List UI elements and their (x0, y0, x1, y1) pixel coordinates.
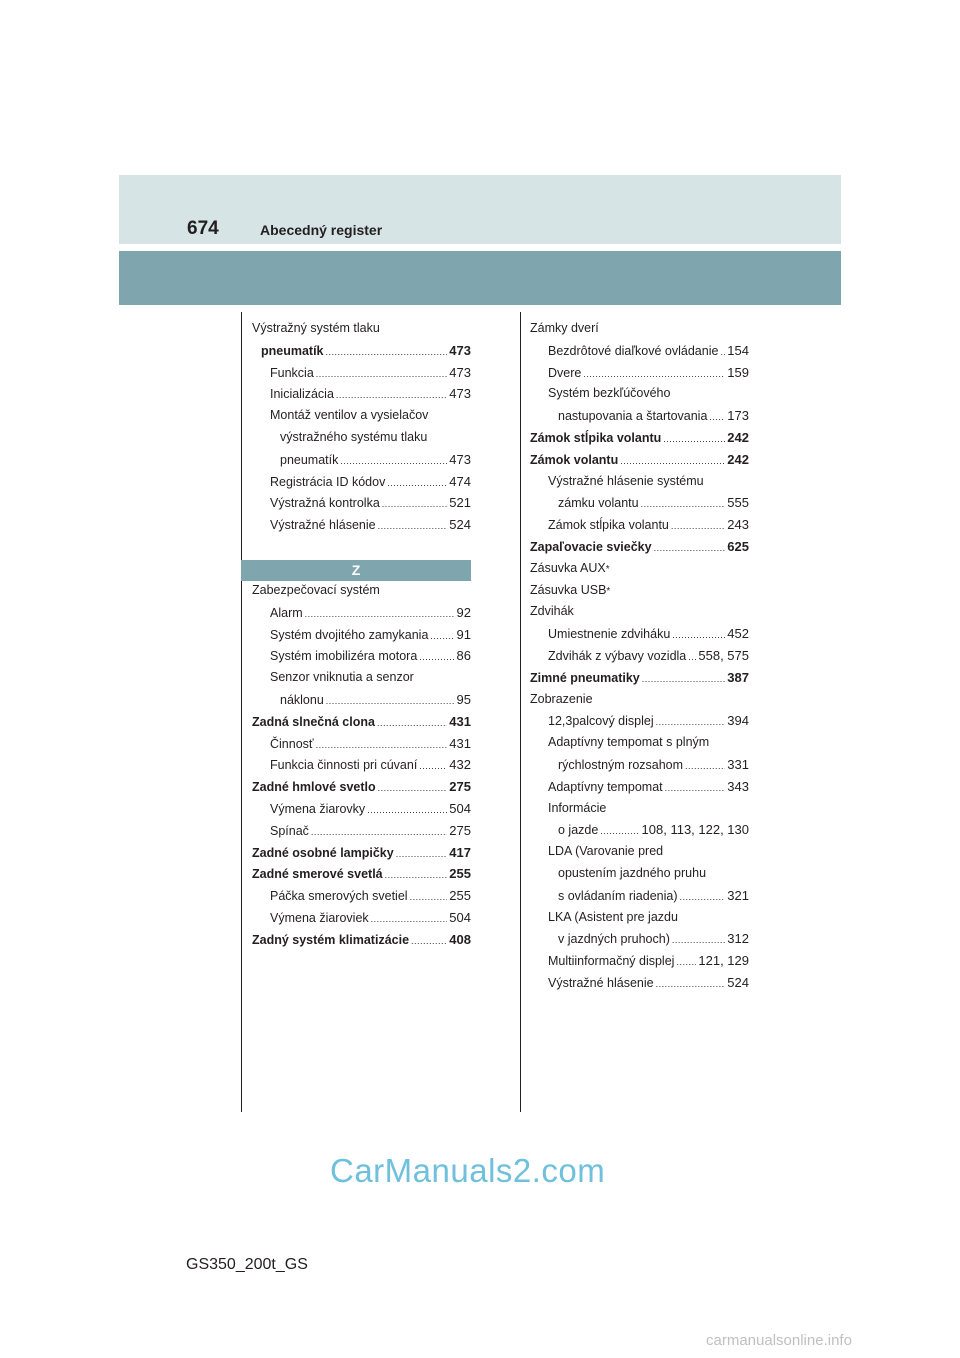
index-entry (530, 601, 749, 623)
dot-leader (642, 669, 726, 689)
dot-leader (709, 407, 725, 427)
dot-leader (377, 713, 447, 733)
index-entry (252, 885, 471, 907)
index-entry-label: náklonu (280, 692, 324, 707)
index-entry (252, 492, 471, 514)
index-entry-label: Zámok stĺpika volantu (548, 518, 669, 533)
index-entry: Zásuvka USB * (530, 580, 749, 602)
dot-leader (419, 756, 447, 776)
index-entry-label: Systém dvojitého zamykania (270, 627, 429, 642)
index-entry (530, 362, 749, 384)
index-entry-page: 394 (727, 713, 749, 729)
index-entry: Zásuvka AUX * (530, 558, 749, 580)
index-entry (530, 972, 749, 994)
header-bar (119, 251, 841, 305)
index-entry-label: Výstražné hlásenie systému (548, 473, 704, 488)
index-entry-page: 108, 113, 122, 130 (641, 822, 749, 838)
index-entry (530, 732, 749, 754)
dot-leader (680, 887, 726, 907)
index-entry-label: s ovládaním riadenia) (558, 888, 678, 903)
dot-leader (411, 931, 447, 951)
index-entry-label: pneumatík (280, 452, 339, 467)
index-entry-label: Zimné pneumatiky (530, 670, 640, 685)
index-entry (252, 514, 471, 536)
left-divider (241, 312, 242, 1112)
index-entry-label: Zámok volantu (530, 452, 619, 467)
dot-leader (654, 538, 726, 558)
index-entry-label: Činnosť (270, 736, 314, 751)
index-entry (252, 733, 471, 755)
dot-leader (656, 712, 726, 732)
index-entry-label: Bezdrôtové diaľkové ovládanie (548, 343, 719, 358)
index-entry-label: opustením jazdného pruhu (558, 865, 707, 880)
index-entry (530, 819, 749, 841)
index-column-right (530, 318, 749, 994)
index-entry-page: 331 (727, 756, 749, 772)
index-entry (530, 689, 749, 711)
index-entry-label: Zámok stĺpika volantu (530, 430, 662, 445)
index-entry-label: nastupovania a štartovania (558, 409, 708, 424)
dot-leader (385, 865, 448, 885)
index-entry-label: Výstražná kontrolka (270, 496, 380, 511)
dot-leader (685, 756, 725, 776)
dot-leader (583, 364, 725, 384)
index-entry (530, 776, 749, 798)
index-entry-page: 91 (456, 626, 471, 642)
middle-divider (520, 312, 521, 1112)
index-entry-label: Senzor vniknutia a senzor (270, 670, 414, 685)
dot-leader (665, 778, 726, 798)
index-entry-page: 504 (449, 800, 471, 816)
index-entry-label: zámku volantu (558, 496, 639, 511)
index-entry (252, 820, 471, 842)
index-entry-page: 255 (449, 866, 471, 882)
index-entry-label: Umiestnenie zdviháku (548, 627, 671, 642)
index-entry-label: Adaptívny tempomat s plným (548, 735, 710, 750)
index-entry-page: 242 (727, 451, 749, 467)
index-entry (530, 754, 749, 776)
index-entry (252, 362, 471, 384)
index-entry-page: 408 (449, 931, 471, 947)
index-entry (530, 841, 749, 863)
index-entry-label: Zásuvka USB (530, 582, 607, 597)
index-list-right (530, 318, 749, 994)
index-entry-page: 473 (449, 364, 471, 380)
index-entry-label: Zadné hmlové svetlo (252, 780, 376, 795)
index-entry-page: 625 (727, 538, 749, 554)
index-entry-label: Výstražné hlásenie (270, 518, 376, 533)
index-entry (530, 449, 749, 471)
index-entry (530, 710, 749, 732)
index-entry (530, 907, 749, 929)
index-entry-page: 121, 129 (698, 953, 749, 969)
dot-leader (326, 691, 455, 711)
index-entry-page: 275 (449, 779, 471, 795)
dot-leader (378, 778, 448, 798)
index-entry-page: 343 (727, 778, 749, 794)
index-entry (252, 798, 471, 820)
index-entry-page: 524 (449, 517, 471, 533)
dot-leader (671, 516, 725, 536)
index-entry-label: Výstražný systém tlaku (252, 321, 380, 335)
index-entry-page: 524 (727, 974, 749, 990)
dot-leader (410, 887, 448, 907)
index-entry (252, 624, 471, 646)
index-entry (530, 950, 749, 972)
dot-leader (316, 735, 448, 755)
dot-leader (600, 821, 639, 841)
index-entry (252, 340, 471, 362)
index-entry-label: Systém imobilizéra motora (270, 649, 418, 664)
index-entry-page: 321 (727, 887, 749, 903)
index-entry (530, 863, 749, 885)
index-entry-label: Zámky dverí (530, 321, 599, 335)
dot-leader (676, 952, 696, 972)
dot-leader (663, 429, 725, 449)
index-entry-label: v jazdných pruhoch) (558, 932, 670, 947)
dot-leader (419, 647, 454, 667)
index-entry (252, 318, 471, 340)
index-entry-label: 12,3palcový displej (548, 714, 654, 729)
index-entry-label: Informácie (548, 800, 607, 815)
dot-leader (641, 494, 726, 514)
dot-leader (672, 930, 725, 950)
index-entry-page: 92 (456, 604, 471, 620)
index-entry (530, 623, 749, 645)
footer-code: GS350_200t_GS (186, 1256, 308, 1273)
index-entry-label: pneumatík (261, 343, 324, 358)
index-entry (530, 318, 749, 340)
section-letter-bar: Z (241, 560, 471, 581)
dot-leader (371, 909, 448, 929)
index-entry-page: 473 (449, 342, 471, 358)
index-entry-page: 242 (727, 429, 749, 445)
index-entry (252, 776, 471, 798)
index-entry (252, 580, 471, 602)
index-entry (530, 471, 749, 493)
dot-leader (396, 844, 448, 864)
index-entry-page: 86 (456, 648, 471, 664)
dot-leader (720, 342, 725, 362)
index-entry-label: Zapaľovacie sviečky (530, 539, 652, 554)
index-entry-label: Zadný systém klimatizácie (252, 932, 410, 947)
index-entry (252, 929, 471, 951)
index-entry-page: 312 (727, 931, 749, 947)
index-entry-label: Funkcia činnosti pri cúvaní (270, 758, 418, 773)
dot-leader (620, 451, 725, 471)
index-entry-page: 473 (449, 451, 471, 467)
index-entry-label: Zadná slnečná clona (252, 714, 375, 729)
index-entry-label: Adaptívny tempomat (548, 779, 663, 794)
index-entry (252, 449, 471, 471)
index-entry-label: Zabezpečovací systém (252, 582, 380, 597)
index-entry-label: Registrácia ID kódov (270, 474, 386, 489)
index-entry (252, 602, 471, 624)
index-entry-page: 432 (449, 757, 471, 773)
index-entry-page: 417 (449, 844, 471, 860)
index-entry-label: Zobrazenie (530, 691, 593, 706)
index-entry-label: Výstražné hlásenie (548, 975, 654, 990)
index-entry-label: Zásuvka AUX (530, 560, 606, 575)
index-entry-label: Páčka smerových svetiel (270, 889, 408, 904)
index-entry-page: 558, 575 (698, 647, 749, 663)
dot-leader (340, 451, 447, 471)
index-entry-label: Multiinformačný displej (548, 954, 675, 969)
index-entry (252, 689, 471, 711)
dot-leader (387, 473, 447, 493)
index-entry (252, 754, 471, 776)
index-entry-page: 154 (727, 342, 749, 358)
index-entry (530, 536, 749, 558)
index-entry (252, 667, 471, 689)
index-entry-label: Spínač (270, 823, 309, 838)
index-entry-label: rýchlostným rozsahom (558, 757, 684, 772)
index-entry-page: 243 (727, 517, 749, 533)
index-entry-page: 275 (449, 822, 471, 838)
index-entry-label: LKA (Asistent pre jazdu (548, 909, 678, 924)
index-entry-label: Montáž ventilov a vysielačov (270, 408, 429, 423)
index-entry-page: 95 (456, 691, 471, 707)
index-entry-label: Zdvihák (530, 604, 574, 619)
index-entry (252, 383, 471, 405)
index-entry-page: 173 (727, 408, 749, 424)
index-entry-page: 452 (727, 626, 749, 642)
index-entry (252, 427, 471, 449)
index-entry (530, 383, 749, 405)
index-entry-page: 504 (449, 909, 471, 925)
index-entry (530, 427, 749, 449)
index-entry-page: 159 (727, 364, 749, 380)
page-title: Abecedný register (260, 222, 383, 238)
dot-leader (672, 625, 725, 645)
index-entry-page: 387 (727, 669, 749, 685)
dot-leader (311, 822, 447, 842)
index-entry-page: 473 (449, 386, 471, 402)
index-entry-label: Zdvihák z výbavy vozidla (548, 648, 687, 663)
index-entry (252, 471, 471, 493)
index-entry (252, 711, 471, 733)
dot-leader (378, 516, 448, 536)
index-entry-label: výstražného systému tlaku (280, 429, 428, 444)
index-entry (530, 885, 749, 907)
index-entry-page: 431 (449, 735, 471, 751)
index-entry (530, 340, 749, 362)
index-entry (530, 798, 749, 820)
footer-site: carmanualsonline.info (706, 1332, 852, 1349)
header-band (119, 175, 841, 244)
index-entry-label: Výmena žiaroviek (270, 910, 369, 925)
index-entry (530, 405, 749, 427)
dot-leader (336, 385, 447, 405)
index-entry-page: 521 (449, 495, 471, 511)
dot-leader (430, 626, 454, 646)
page-number: 674 (187, 218, 219, 239)
index-entry-label: Dvere (548, 365, 582, 380)
index-entry (252, 645, 471, 667)
dot-leader (305, 604, 455, 624)
dot-leader (316, 364, 448, 384)
index-entry-label: Výmena žiarovky (270, 801, 366, 816)
index-entry (530, 492, 749, 514)
index-entry-label: Alarm (270, 605, 303, 620)
index-entry (530, 667, 749, 689)
dot-leader (367, 800, 447, 820)
dot-leader (326, 342, 448, 362)
index-column-left (252, 318, 471, 951)
index-entry (252, 405, 471, 427)
dot-leader (688, 647, 696, 667)
index-entry-page: 474 (449, 473, 471, 489)
index-entry-label: Funkcia (270, 365, 314, 380)
index-entry (530, 514, 749, 536)
index-entry-label: Zadné smerové svetlá (252, 867, 383, 882)
index-entry-page: 255 (449, 888, 471, 904)
index-list-left-z (252, 580, 471, 951)
watermark-logo: CarManuals2.com (330, 1152, 606, 1189)
index-entry-label: Inicializácia (270, 387, 334, 402)
index-entry-page: 431 (449, 713, 471, 729)
index-list-left-top (252, 318, 471, 536)
index-entry (252, 863, 471, 885)
index-entry-label: o jazde (558, 823, 599, 838)
index-entry (252, 842, 471, 864)
index-entry (530, 928, 749, 950)
index-entry-label: Systém bezkľúčového (548, 386, 671, 401)
index-entry-page: 555 (727, 495, 749, 511)
index-entry-label: LDA (Varovanie pred (548, 844, 664, 859)
dot-leader (656, 974, 726, 994)
index-entry-label: Zadné osobné lampičky (252, 845, 394, 860)
index-entry (252, 907, 471, 929)
index-entry (530, 645, 749, 667)
dot-leader (382, 494, 448, 514)
